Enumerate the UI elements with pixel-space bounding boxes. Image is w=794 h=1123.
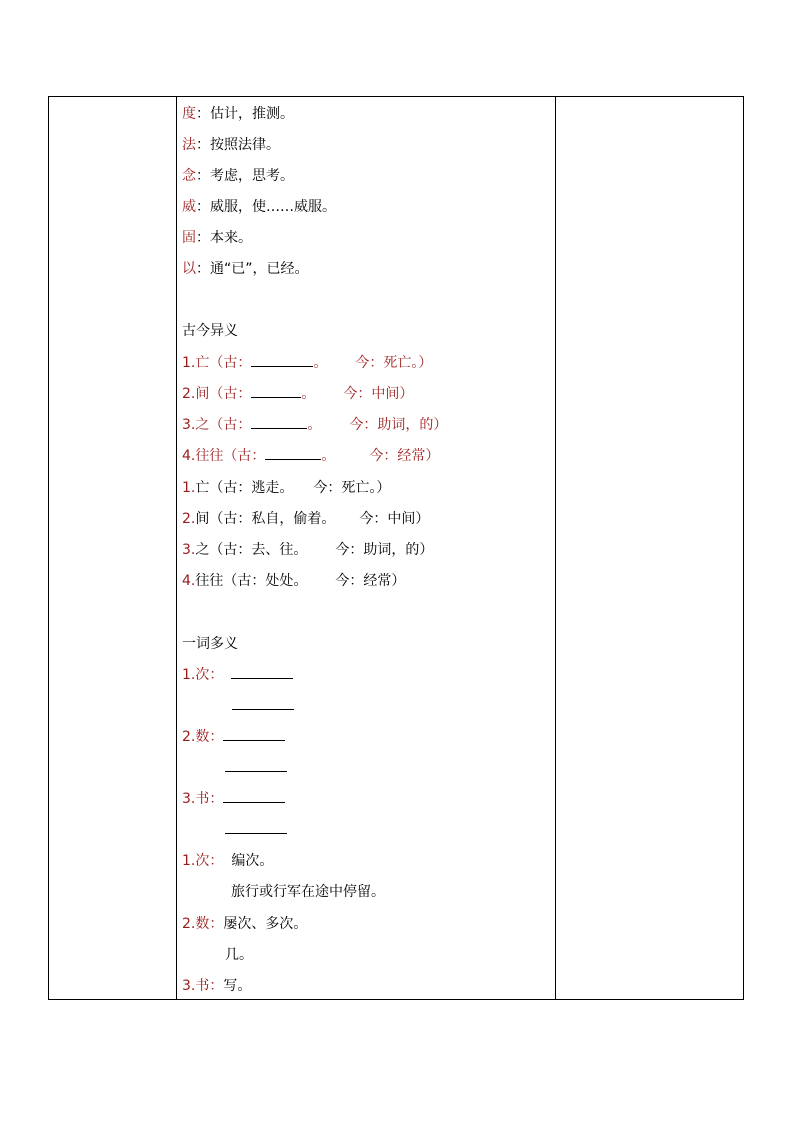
fill-blank[interactable] (251, 416, 307, 429)
fill-blank[interactable] (223, 728, 285, 741)
fill-blank[interactable] (251, 354, 313, 367)
answer-line: 旅行或行军在途中停留。 (231, 884, 385, 900)
gloss-line: 法：按照法律。 (182, 137, 280, 153)
gloss-line: 以：通“已”，已经。 (182, 261, 309, 277)
fill-blank[interactable] (223, 790, 285, 803)
fill-blank[interactable] (231, 666, 293, 679)
fill-blank[interactable] (251, 385, 301, 398)
question-line (225, 758, 287, 778)
section-heading: 古今异义 (182, 323, 238, 339)
fill-blank[interactable] (232, 697, 294, 710)
gloss-line: 度：估计，推测。 (182, 106, 294, 122)
fill-blank[interactable] (265, 447, 321, 460)
column-divider-left (176, 97, 177, 999)
answer-line: 2.间（古：私自，偷着。 今：中间） (182, 511, 430, 527)
question-line: 3.之（古： 。 今：助词，的） (182, 417, 448, 433)
gloss-line: 固：本来。 (182, 230, 252, 246)
answer-line: 1.次： 编次。 (182, 853, 274, 869)
answer-line: 2.数：屡次、多次。 (182, 916, 308, 932)
question-line: 4.往往（古： 。 今：经常） (182, 448, 440, 464)
question-line (232, 696, 294, 716)
fill-blank[interactable] (225, 759, 287, 772)
question-line (225, 820, 287, 840)
answer-line: 3.书：写。 (182, 978, 252, 994)
answer-line: 几。 (225, 947, 253, 963)
column-divider-right (555, 97, 556, 999)
fill-blank[interactable] (225, 821, 287, 834)
answer-line: 3.之（古：去、往。 今：助词，的） (182, 542, 434, 558)
answer-line: 4.往往（古：处处。 今：经常） (182, 573, 406, 589)
question-line: 3.书： (182, 789, 285, 809)
answer-line: 1.亡（古：逃走。 今：死亡。） (182, 480, 391, 496)
question-line: 2.间（古： 。 今：中间） (182, 386, 414, 402)
section-heading: 一词多义 (182, 636, 238, 652)
question-line: 1.亡（古： 。 今：死亡。） (182, 355, 433, 371)
question-line: 2.数： (182, 727, 285, 747)
question-line: 1.次： (182, 665, 293, 685)
gloss-line: 威：威服，使……威服。 (182, 199, 336, 215)
gloss-line: 念：考虑，思考。 (182, 168, 294, 184)
